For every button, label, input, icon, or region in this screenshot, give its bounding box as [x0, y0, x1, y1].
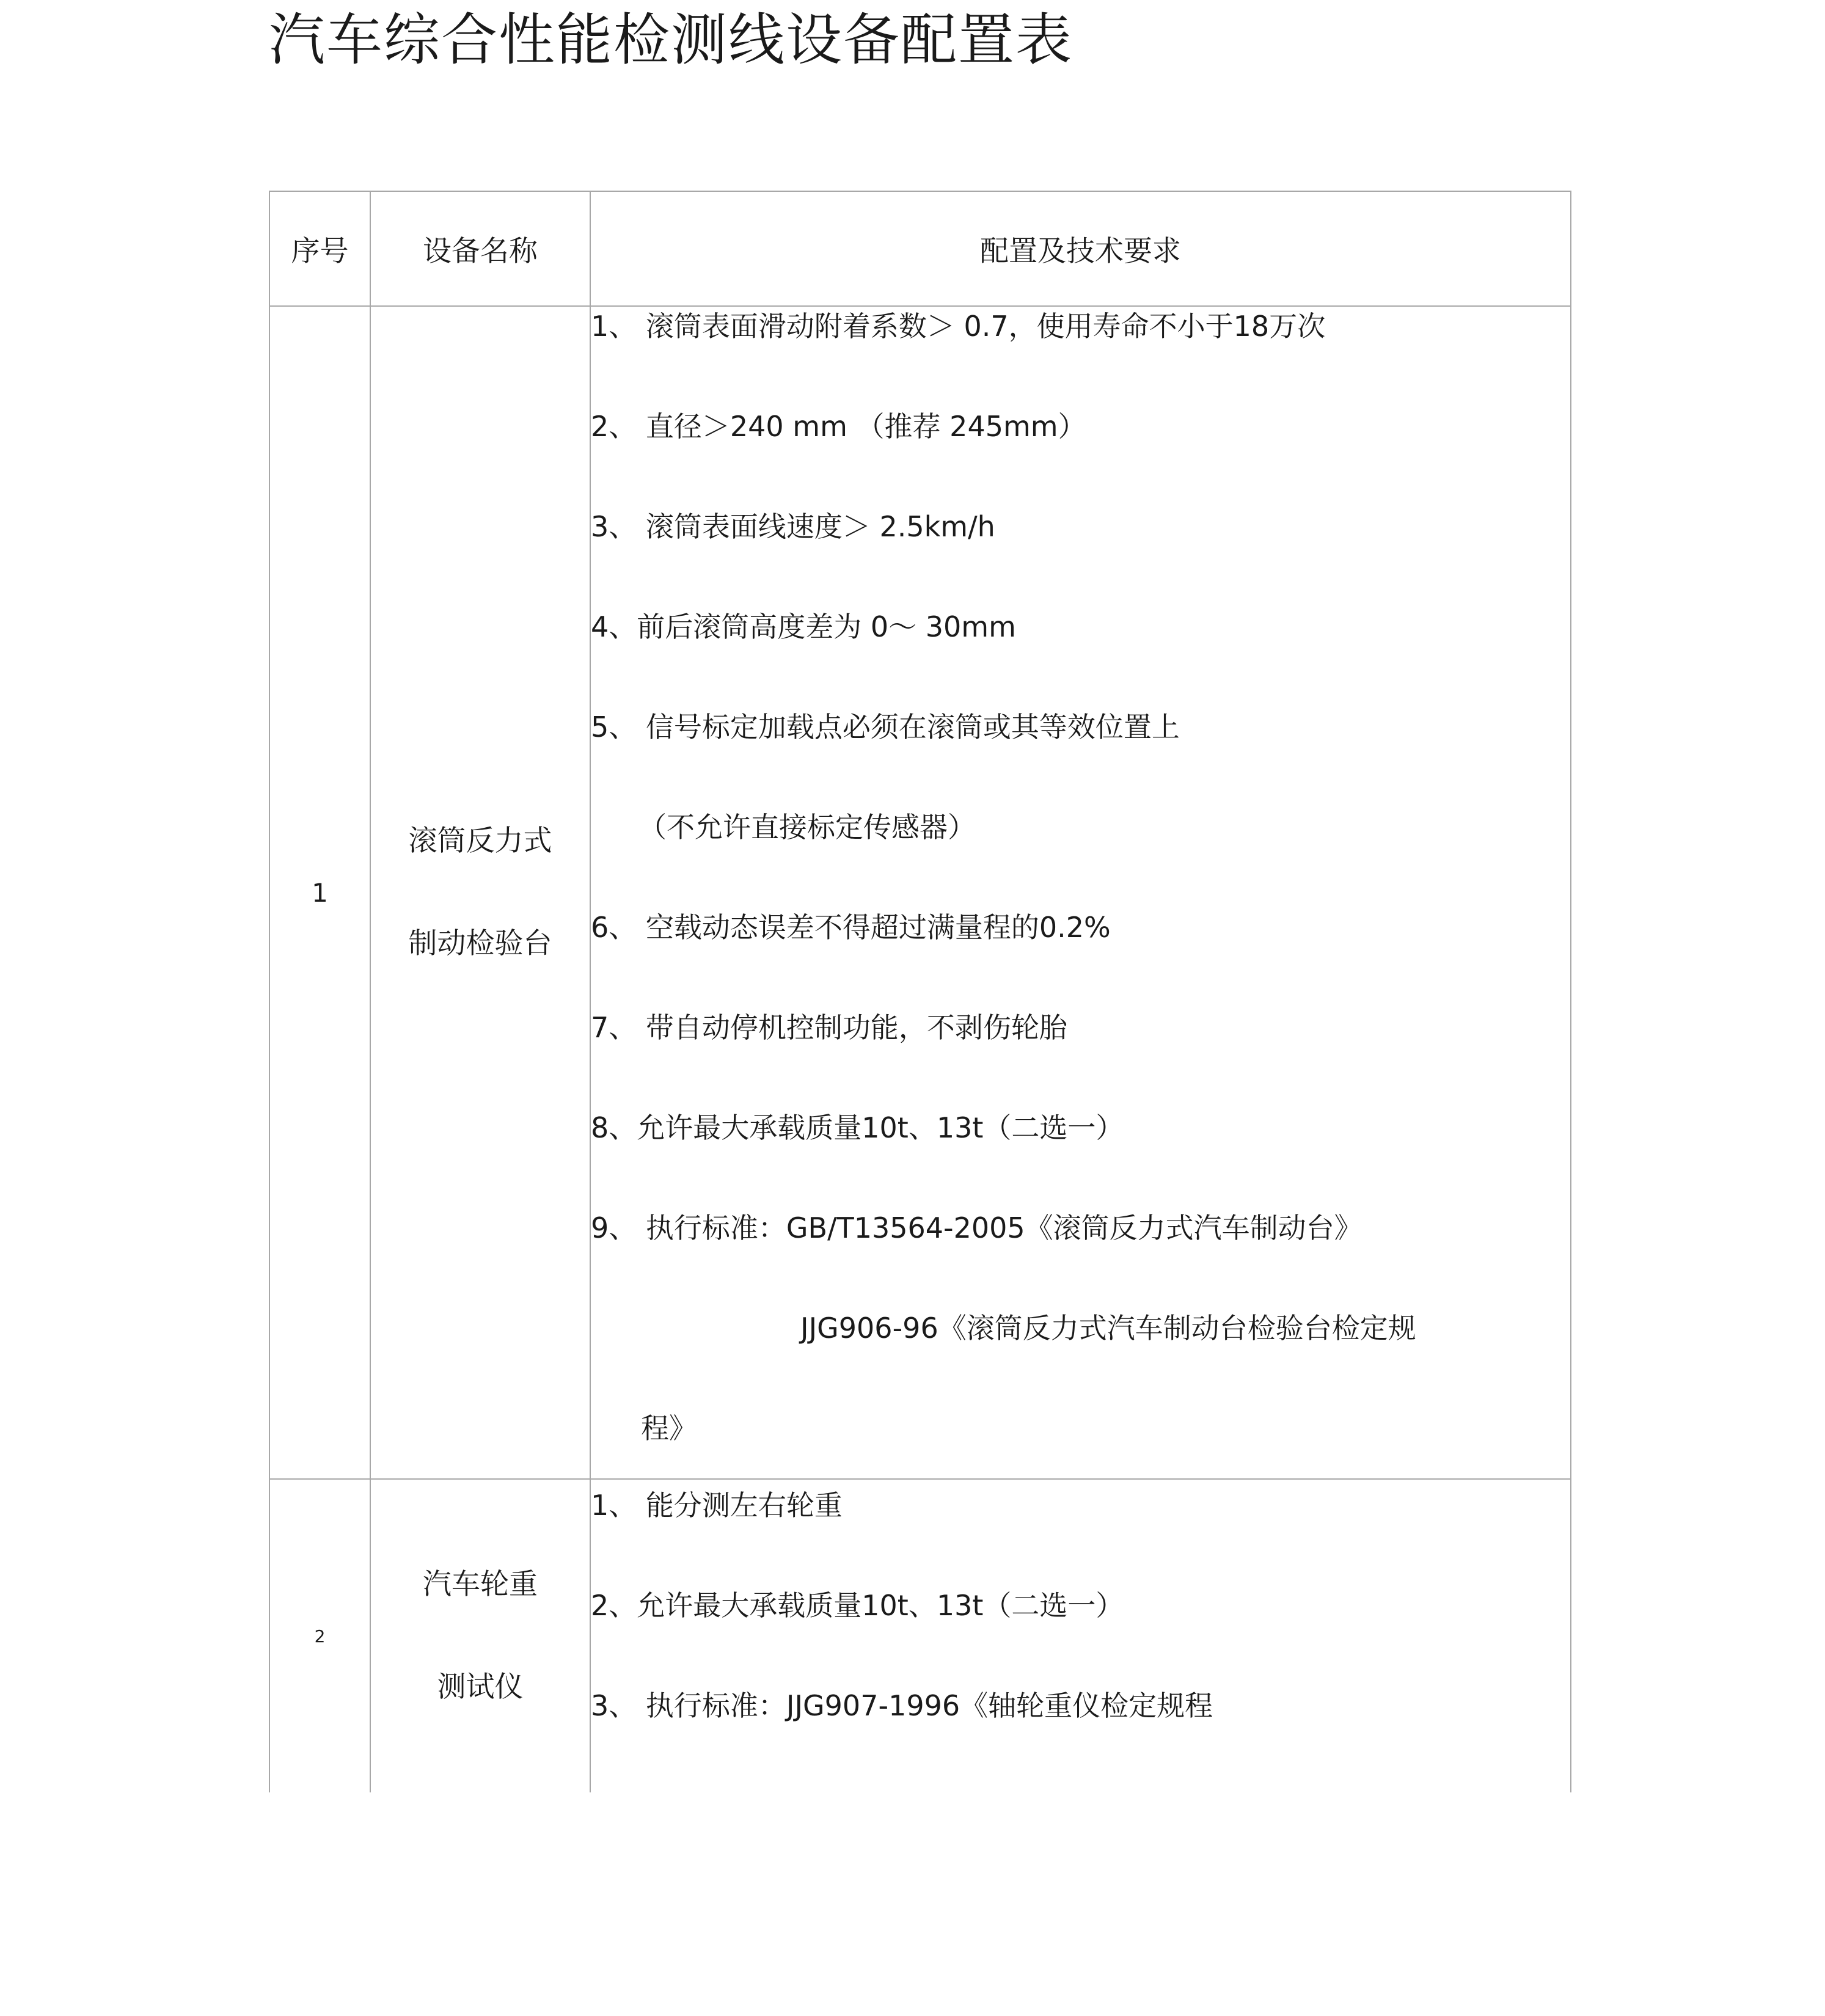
table-row [269, 1479, 1571, 1792]
requirement-line: 5、 信号标定加载点必须在滚筒或其等效位置上 [591, 710, 1180, 743]
header-number: 序号 [269, 191, 370, 306]
requirement-line: 1、 能分测左右轮重 [591, 1489, 843, 1522]
requirement-line: JJG906-96《滚筒反力式汽车制动台检验台检定规 [800, 1312, 1416, 1345]
equipment-name-line: 汽车轮重 [423, 1568, 538, 1601]
equipment-config-table [269, 191, 1571, 1792]
requirement-line: 3、 执行标准：JJG907-1996《轴轮重仪检定规程 [591, 1689, 1213, 1722]
requirement-line: 2、允许最大承载质量10t、13t（二选一） [591, 1589, 1124, 1622]
requirement-line: 7、 带自动停机控制功能，不剥伤轮胎 [591, 1011, 1067, 1044]
header-equipment-name: 设备名称 [370, 191, 590, 306]
requirement-line: 6、 空载动态误差不得超过满量程的0.2% [591, 911, 1111, 944]
row-number: 2 [269, 1479, 370, 1792]
equipment-name-line: 测试仪 [437, 1670, 524, 1704]
requirement-line: 程》 [641, 1412, 697, 1445]
requirement-line: 2、 直径＞240 mm （推荐 245mm） [591, 410, 1086, 443]
equipment-name-line: 制动检验台 [408, 927, 552, 960]
requirement-line: 4、前后滚筒高度差为 0～ 30mm [591, 610, 1016, 643]
equipment-name [370, 306, 590, 1479]
header-requirements: 配置及技术要求 [590, 191, 1571, 306]
document-title: 汽车综合性能检测线设备配置表 [269, 7, 1073, 73]
requirements-cell [590, 306, 1571, 1479]
requirement-line: （不允许直接标定传感器） [638, 811, 976, 844]
equipment-name-line: 滚筒反力式 [408, 824, 552, 858]
row-number: 1 [269, 306, 370, 1479]
equipment-name [370, 1479, 590, 1792]
table-header-row [269, 191, 1571, 306]
requirement-line: 3、 滚筒表面线速度＞ 2.5km/h [591, 510, 995, 543]
requirements-cell [590, 1479, 1571, 1792]
requirement-line: 8、允许最大承载质量10t、13t（二选一） [591, 1111, 1124, 1144]
requirement-line: 1、 滚筒表面滑动附着系数＞ 0.7，使用寿命不小于18万次 [591, 310, 1326, 343]
table-row [269, 306, 1571, 1479]
requirement-line: 9、 执行标准：GB/T13564-2005《滚筒反力式汽车制动台》 [591, 1211, 1362, 1244]
